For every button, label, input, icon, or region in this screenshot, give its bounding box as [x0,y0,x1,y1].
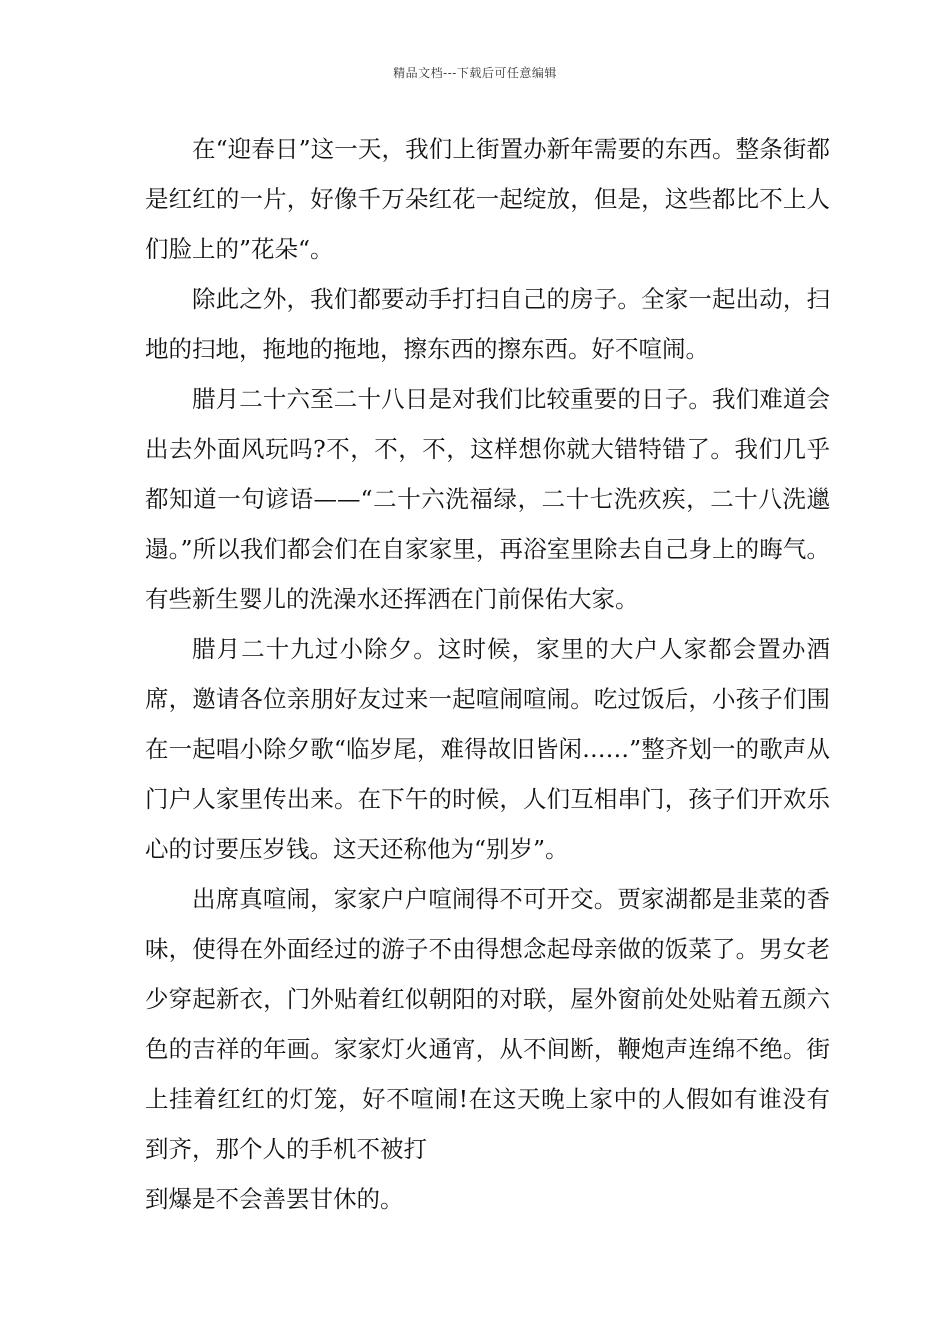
page-header: 精品文档---下载后可任意编辑 [393,66,557,80]
paragraph-4: 腊月二十九过小除夕。这时候，家里的大户人家都会置办酒席，邀请各位亲朋好友过来一起喧闹喧闹。吃过饭后，小孩子们围在一起唱小除夕歌“临岁尾，难得故旧皆闲……”整齐划一的歌声从门户人家里传出来。在下午的时候，人们互相串门，孩子们开欢乐心的讨要压岁钱。这天还称他为“别岁”。 [145,635,830,863]
paragraph-5-continuation: 到爆是不会善罢甘休的。 [145,1185,404,1213]
paragraph-1: 在“迎春日”这一天，我们上街置办新年需要的东西。整条街都是红红的一片，好像千万朵红花一起绽放，但是，这些都比不上人们脸上的”花朵“。 [145,135,830,263]
paragraph-3: 腊月二十六至二十八日是对我们比较重要的日子。我们难道会出去外面风玩吗?不，不，不，这样想你就大错特错了。我们几乎都知道一句谚语——“二十六洗福绿，二十七洗疚疾，二十八洗邋遢。”所以我们都会们在自家家里，再浴室里除去自己身上的晦气。有些新生婴儿的洗澡水还挥洒在门前保佑大家。 [145,385,830,613]
paragraph-5: 出席真喧闹，家家户户喧闹得不可开交。贾家湖都是韭菜的香味，使得在外面经过的游子不由得想念起母亲做的饭菜了。男女老少穿起新衣，门外贴着红似朝阳的对联，屋外窗前处处贴着五颜六色的吉祥的年画。家家灯火通宵，从不间断，鞭炮声连绵不绝。街上挂着红红的灯笼，好不喧闹!在这天晚上家中的人假如有谁没有到齐，那个人的手机不被打 [145,885,830,1163]
document-body [145,124,830,1224]
paragraph-2: 除此之外，我们都要动手打扫自己的房子。全家一起出动，扫地的扫地，拖地的拖地，擦东西的擦东西。好不喧闹。 [145,285,830,363]
